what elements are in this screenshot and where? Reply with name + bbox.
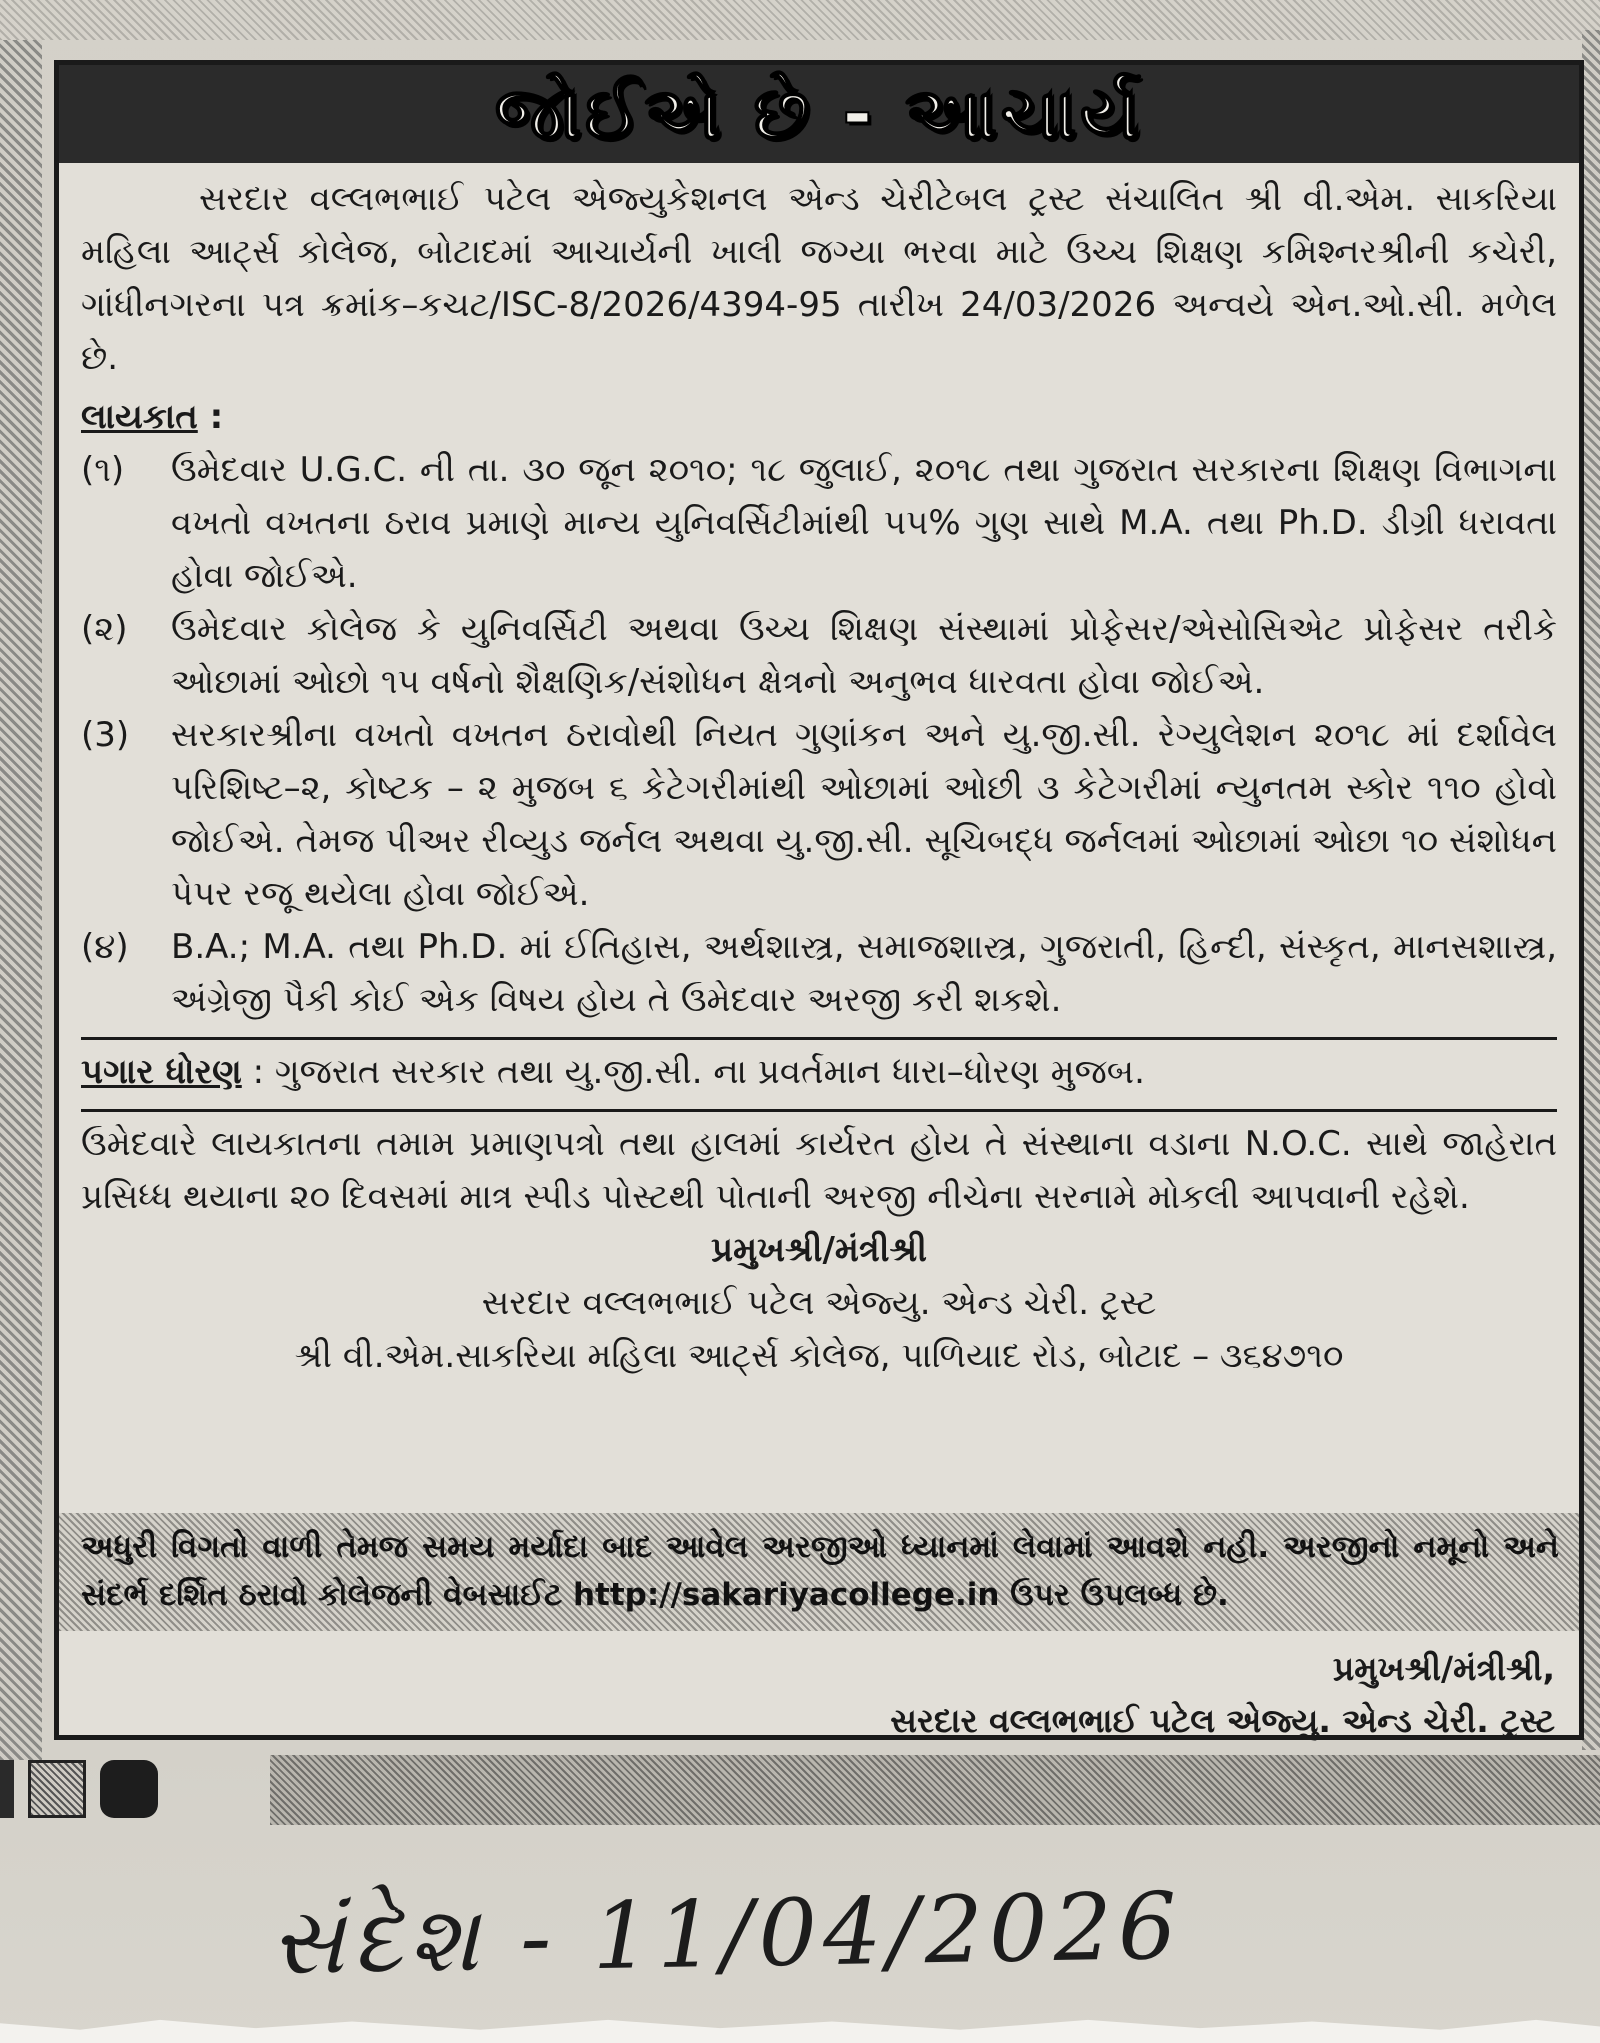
pay-scale-line <box>81 1046 1557 1099</box>
right-hatch-border <box>1582 30 1600 1750</box>
bottom-hatch-strip <box>270 1755 1600 1825</box>
criterion-text: B.A.; M.A. તથા Ph.D. માં ઈતિહાસ, અર્થશાસ્ત્ર, સમાજશાસ્ત્ર, ગુજરાતી, હિન્દી, સંસ્કૃત, માનસશાસ્ત્ર, અંગ્રેજી પૈકી કોઈ એક વિષય હોય તે ઉમેદવાર અરજી કરી શકશે. <box>171 927 1557 1020</box>
handwritten-source-date: સંદેશ - 11/04/2026 <box>269 1872 1184 1996</box>
top-pattern-strip <box>0 0 1600 40</box>
address-line: શ્રી વી.એમ.સાકરિયા મહિલા આર્ટ્સ કોલેજ, પાળિયાદ રોડ, બોટાદ – ૩૬૪૭૧૦ <box>294 1336 1344 1376</box>
criterion-text: ઉમેદવાર કોલેજ કે યુનિવર્સિટી અથવા ઉચ્ચ શિક્ષણ સંસ્થામાં પ્રોફેસર/એસોસિએટ પ્રોફેસર તરીકે ઓછામાં ઓછો ૧૫ વર્ષનો શૈક્ષણિક/સંશોધન ક્ષેત્રનો અનુભવ ધારવતા હોવા જોઈએ. <box>171 609 1557 702</box>
pay-scale-text: : ગુજરાત સરકાર તથા યુ.જી.સી. ના પ્રવર્તમાન ધારા–ધોરણ મુજબ. <box>252 1052 1145 1092</box>
ad-title: જોઈએ છે - આચાર્ય <box>494 71 1144 155</box>
criterion-item <box>81 921 1557 1027</box>
address-trust: સરદાર વલ્લભભાઈ પટેલ એજ્યુ. એન્ડ ચેરી. ટ્રસ્ટ <box>481 1283 1157 1323</box>
signature-title: પ્રમુખશ્રી/મંત્રીશ્રી, <box>1332 1649 1555 1688</box>
criterion-item <box>81 709 1557 921</box>
criterion-item <box>81 444 1557 603</box>
criterion-number: (૪) <box>81 927 129 967</box>
advertisement-box <box>54 60 1584 1740</box>
criterion-text: ઉમેદવાર U.G.C. ની તા. ૩૦ જૂન ૨૦૧૦; ૧૮ જુલાઈ, ૨૦૧૮ તથા ગુજરાત સરકારના શિક્ષણ વિભાગના વખતો વખતના ઠરાવ પ્રમાણે માન્ય યુનિવર્સિટીમાંથી ૫૫% ગુણ સાથે M.A. તથા Ph.D. ડીગ્રી ધરાવતા હોવા જોઈએ. <box>171 450 1557 596</box>
signature-trust: સરદાર વલ્લભભાઈ પટેલ એજ્યુ. એન્ડ ચેરી. ટ્રસ્ટ <box>890 1701 1555 1740</box>
criterion-number: (૨) <box>81 609 128 649</box>
qualification-heading <box>81 391 1557 444</box>
qualification-colon: : <box>209 397 224 437</box>
criterion-text: સરકારશ્રીના વખતો વખતન ઠરાવોથી નિયત ગુણાંકન અને યુ.જી.સી. રેગ્યુલેશન ૨૦૧૮ માં દર્શાવેલ પરિશિષ્ટ–૨, કોષ્ટક – ૨ મુજબ ૬ કેટેગરીમાંથી ઓછામાં ઓછી ૩ કેટેગરીમાં ન્યુનતમ સ્કોર ૧૧૦ હોવો જોઈએ. તેમજ પીઅર રીવ્યુડ જર્નલ અથવા યુ.જી.સી. સૂચિબદ્ધ જર્નલમાં ઓછામાં ઓછા ૧૦ સંશોધન પેપર રજૂ થયેલા હોવા જોઈએ. <box>171 715 1557 914</box>
criterion-number: (૧) <box>81 450 125 490</box>
title-banner <box>59 65 1579 163</box>
address-title: પ્રમુખશ્રી/મંત્રીશ્રી <box>711 1230 927 1270</box>
left-hatch-border <box>0 40 42 1760</box>
criterion-item <box>81 603 1557 709</box>
criterion-number: (3) <box>81 715 130 755</box>
apply-instructions: ઉમેદવારે લાયકાતના તમામ પ્રમાણપત્રો તથા હાલમાં કાર્યરત હોય તે સંસ્થાના વડાના N.O.C. સાથે જાહેરાત પ્રસિધ્ધ થયાના ૨૦ દિવસમાં માત્ર સ્પીડ પોસ્ટથી પોતાની અરજી નીચેના સરનામે મોકલી આપવાની રહેશે. <box>81 1124 1557 1217</box>
section-divider <box>81 1037 1557 1040</box>
hatched-square-icon <box>28 1760 86 1818</box>
ad-body <box>81 173 1557 1383</box>
decorative-squares <box>0 1760 158 1820</box>
qualification-label: લાયકાત <box>81 397 198 437</box>
intro-paragraph: સરદાર વલ્લભભાઈ પટેલ એજ્યુકેશનલ એન્ડ ચેરીટેબલ ટ્રસ્ટ સંચાલિત શ્રી વી.એમ. સાકરિયા મહિલા આર્ટ્સ કોલેજ, બોટાદમાં આચાર્યની ખાલી જગ્યા ભરવા માટે ઉચ્ચ શિક્ષણ કમિશ્નરશ્રીની કચેરી, ગાંધીનગરના પત્ર ક્રમાંક–કચટ/ISC-8/2026/4394-95 તારીખ 24/03/2026 અન્વયે એન.ઓ.સી. મળેલ છે. <box>81 179 1557 378</box>
notice-text: અધુરી વિગતો વાળી તેમજ સમય મર્યાદા બાદ આવેલ અરજીઓ ધ્યાનમાં લેવામાં આવશે નહી. અરજીનો નમૂનો અને સંદર્ભ દર્શિત ઠરાવો કોલેજની વેબસાઈટ http://sakariyacollege.in ઉપર ઉપલબ્ધ છે. <box>81 1529 1559 1613</box>
signature-block <box>890 1643 1555 1747</box>
black-rounded-square-icon <box>100 1760 158 1818</box>
pay-scale-label: પગાર ધોરણ <box>81 1052 242 1092</box>
section-divider <box>81 1109 1557 1112</box>
notice-shaded-box <box>59 1513 1579 1631</box>
black-square-icon <box>0 1760 14 1818</box>
